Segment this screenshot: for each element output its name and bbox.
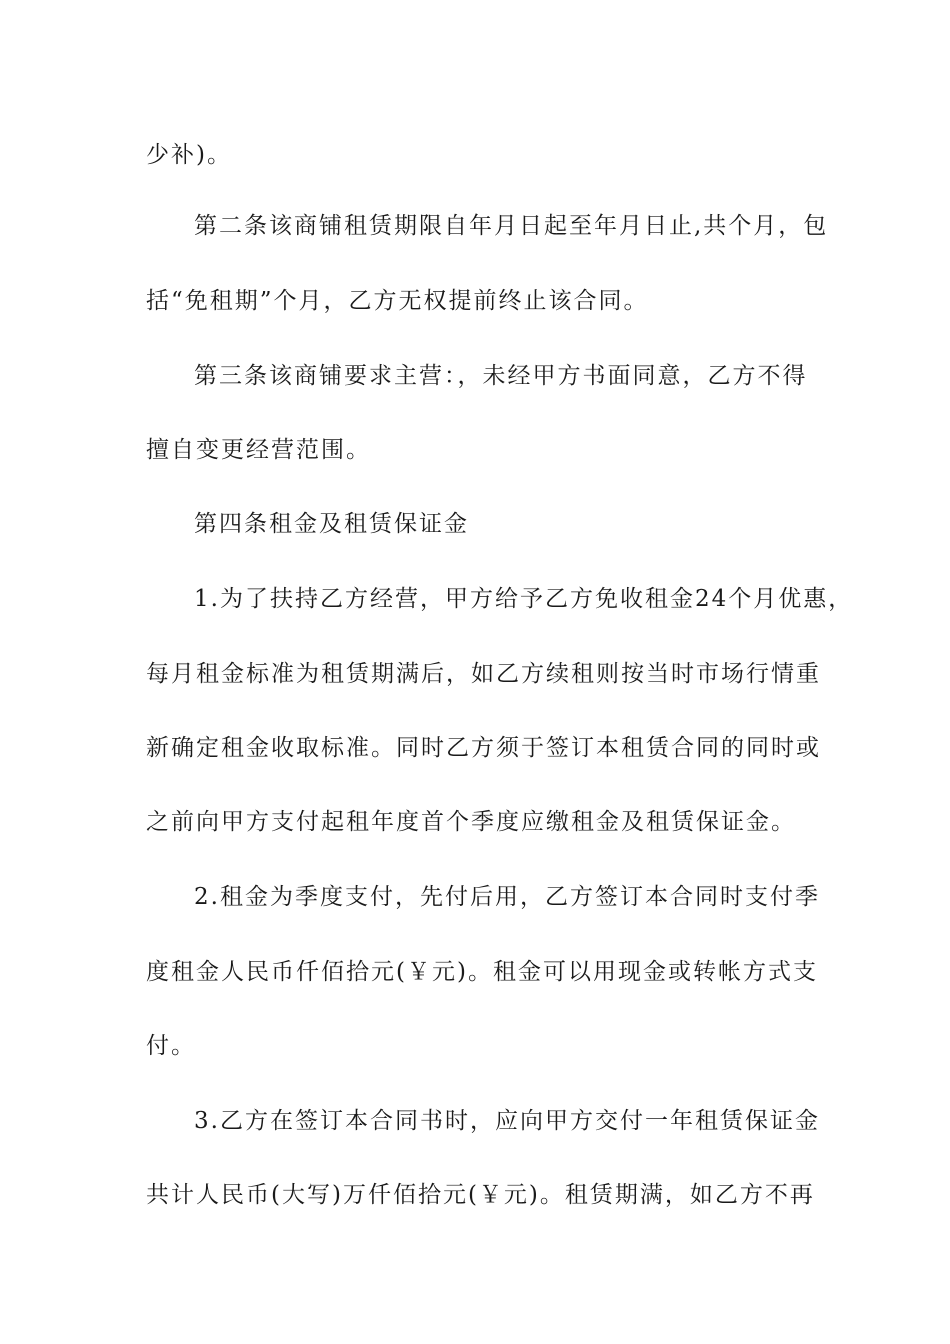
text-line: 少补)。 xyxy=(146,142,232,168)
text-line: 共计人民币(大写)万仟佰拾元(￥元)。租赁期满，如乙方不再 xyxy=(146,1182,815,1208)
text-line: 括“免租期”个月，乙方无权提前终止该合同。 xyxy=(146,288,649,314)
text-line: 每月租金标准为租赁期满后，如乙方续租则按当时市场行情重 xyxy=(146,661,821,687)
clause-2-line: 2.租金为季度支付，先付后用，乙方签订本合同时支付季 xyxy=(194,884,820,910)
article-2-heading-line: 第二条该商铺租赁期限自年月日起至年月日止,共个月，包 xyxy=(194,213,829,239)
article-3-heading-line: 第三条该商铺要求主营：，未经甲方书面同意，乙方不得 xyxy=(194,363,808,389)
text-line: 之前向甲方支付起租年度首个季度应缴租金及租赁保证金。 xyxy=(146,809,796,835)
text-line: 度租金人民币仟佰拾元(￥元)。租金可以用现金或转帐方式支 xyxy=(146,959,818,985)
clause-1-line: 1.为了扶持乙方经营，甲方给予乙方免收租金24个月优惠， xyxy=(194,586,854,612)
clause-3-line: 3.乙方在签订本合同书时，应向甲方交付一年租赁保证金 xyxy=(194,1108,820,1134)
text-line: 新确定租金收取标准。同时乙方须于签订本租赁合同的同时或 xyxy=(146,735,821,761)
article-4-heading: 第四条租金及租赁保证金 xyxy=(194,511,469,537)
text-line: 擅自变更经营范围。 xyxy=(146,437,371,463)
text-line: 付。 xyxy=(146,1033,196,1059)
